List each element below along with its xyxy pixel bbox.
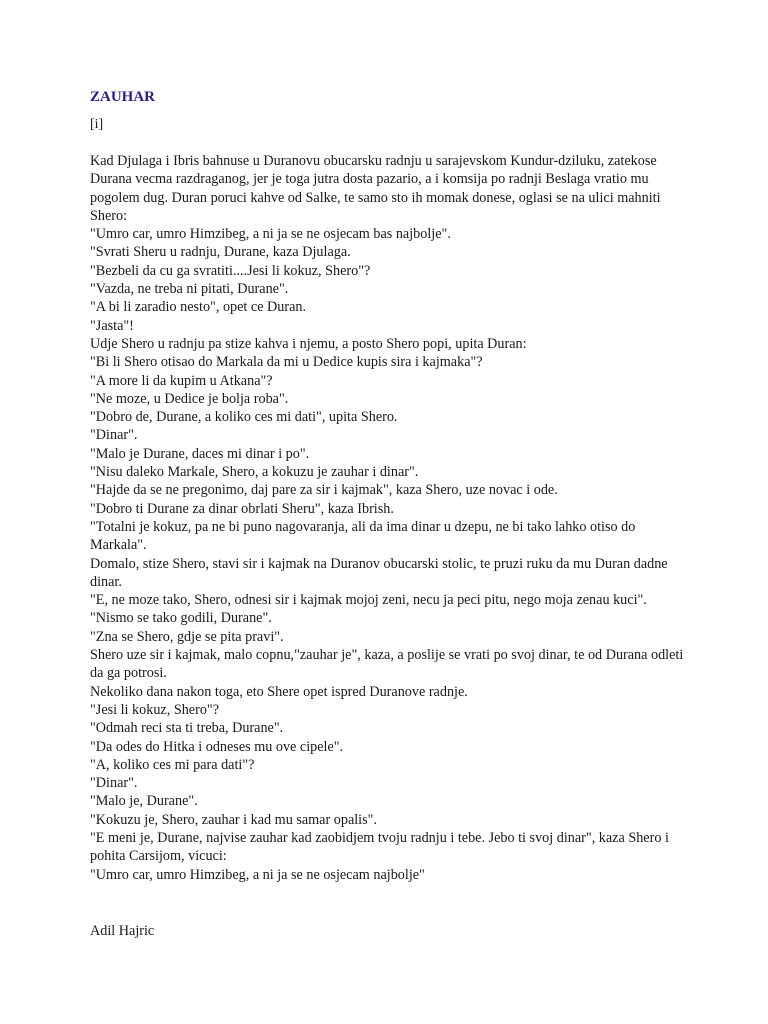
story-paragraph: "Jasta"! <box>90 317 134 334</box>
story-paragraph: "Dinar". <box>90 427 138 444</box>
story-paragraph: "Bezbeli da cu ga svratiti....Jesi li kokuz, Shero"? <box>90 262 371 279</box>
story-paragraph: "A more li da kupim u Atkana"? <box>90 372 273 389</box>
story-paragraph: "Jesi li kokuz, Shero"? <box>90 701 220 718</box>
document-title: ZAUHAR <box>90 89 156 105</box>
author-signature: Adil Hajric <box>90 922 155 939</box>
story-paragraph: "Ne moze, u Dedice je bolja roba". <box>90 390 289 407</box>
story-paragraph: "Dinar". <box>90 775 138 792</box>
story-paragraph: "A bi li zaradio nesto", opet ce Duran. <box>90 299 307 316</box>
story-paragraph: "Dobro de, Durane, a koliko ces mi dati", upita Shero. <box>90 409 398 426</box>
story-paragraph: Udje Shero u radnju pa stize kahva i njemu, a posto Shero popi, upita Duran: <box>90 335 527 352</box>
story-paragraph: "Malo je Durane, daces mi dinar i po". <box>90 445 310 462</box>
story-paragraph: "A, koliko ces mi para dati"? <box>90 756 255 773</box>
story-paragraph: "Da odes do Hitka i odneses mu ove cipele". <box>90 738 344 755</box>
story-paragraph: Shero uze sir i kajmak, malo copnu,"zauhar je", kaza, a poslije se vrati po svoj dinar, te od Durana odleti da ga potrosi. <box>90 647 684 682</box>
document-page <box>90 88 690 940</box>
story-paragraph: "Totalni je kokuz, pa ne bi puno nagovaranja, ali da ima dinar u dzepu, ne bi tako lahko otiso do Markala". <box>90 518 636 554</box>
story-paragraph: "Vazda, ne treba ni pitati, Durane". <box>90 281 289 298</box>
story-paragraph: "Nismo se tako godili, Durane". <box>90 610 272 627</box>
story-paragraph: "Zna se Shero, gdje se pita pravi". <box>90 628 284 645</box>
story-paragraph: "Bi li Shero otisao do Markala da mi u Dedice kupis sira i kajmaka"? <box>90 354 483 371</box>
story-paragraph: Kad Djulaga i Ibris bahnuse u Duranovu obucarsku radnju u sarajevskom Kundur-dziluku, zatekose Durana vecma razdraganog, jer je toga jutra dosta pazario, a i komsija po radnji Beslaga vratio mu pogolem dug. Duran poruci kahve od Salke, te samo sto ih momak donese, oglasi se na ulici mahniti Shero: <box>90 153 661 224</box>
story-paragraph: "Umro car, umro Himzibeg, a ni ja se ne osjecam bas najbolje". <box>90 226 451 243</box>
story-paragraph: "Malo je, Durane". <box>90 793 198 810</box>
story-paragraph: "E, ne moze tako, Shero, odnesi sir i kajmak mojoj zeni, necu ja peci pitu, nego moja zenau kuci". <box>90 592 647 609</box>
story-paragraph: "Umro car, umro Himzibeg, a ni ja se ne osjecam najbolje" <box>90 866 425 883</box>
story-paragraph: "Nisu daleko Markale, Shero, a kokuzu je zauhar i dinar". <box>90 464 419 481</box>
story-paragraph: "E meni je, Durane, najvise zauhar kad zaobidjem tvoju radnju i tebe. Jebo ti svoj dinar", kaza Shero i pohita Carsijom, vicuci: <box>90 829 669 865</box>
story-paragraph: Nekoliko dana nakon toga, eto Shere opet ispred Duranove radnje. <box>90 683 468 700</box>
story-paragraph: "Hajde da se ne pregonimo, daj pare za sir i kajmak", kaza Shero, uze novac i ode. <box>90 482 558 499</box>
footnote-marker: [i] <box>90 117 104 132</box>
story-paragraph: "Svrati Sheru u radnju, Durane, kaza Djulaga. <box>90 244 351 261</box>
story-paragraph: "Dobro ti Durane za dinar obrlati Sheru", kaza Ibrish. <box>90 500 394 517</box>
story-body <box>90 152 690 884</box>
story-paragraph: Domalo, stize Shero, stavi sir i kajmak na Duranov obucarski stolic, te pruzi ruku da mu Duran dadne dinar. <box>90 555 668 590</box>
story-paragraph: "Odmah reci sta ti treba, Durane". <box>90 720 284 737</box>
story-paragraph: "Kokuzu je, Shero, zauhar i kad mu samar opalis". <box>90 811 377 828</box>
